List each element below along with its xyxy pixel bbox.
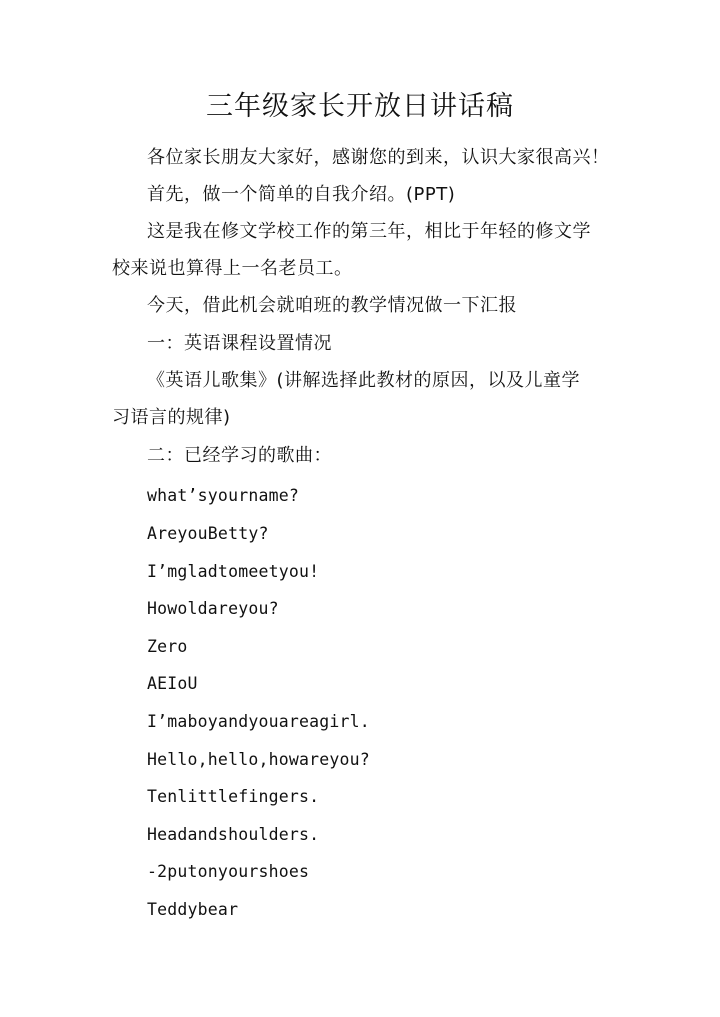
paragraph-textbook: 《英语儿歌集》(讲解选择此教材的原因，以及儿童学 [147, 370, 581, 391]
song-item: -2putonyourshoes [147, 862, 310, 881]
section-heading-curriculum: 一：英语课程设置情况 [147, 333, 332, 354]
song-item: AreyouBetty? [147, 524, 269, 543]
song-item: I’mgladtomeetyou! [147, 562, 320, 581]
song-item: AEIoU [147, 674, 198, 693]
document-title: 三年级家长开放日讲话稿 [206, 91, 514, 122]
paragraph-textbook-continued: 习语言的规律) [112, 407, 231, 428]
section-heading-songs: 二：已经学习的歌曲： [147, 445, 332, 466]
paragraph-third-year-continued: 校来说也算得上一名老员工。 [112, 258, 353, 279]
song-item: I’maboyandyouareagirl. [147, 712, 370, 731]
song-item: what’syourname? [147, 486, 300, 505]
song-item: Teddybear [147, 900, 239, 919]
paragraph-greeting: 各位家长朋友大家好，感谢您的到来，认识大家很高兴！ [147, 147, 610, 168]
paragraph-third-year: 这是我在修文学校工作的第三年，相比于年轻的修文学 [147, 221, 591, 242]
song-item: Tenlittlefingers. [147, 787, 320, 806]
paragraph-report-intro: 今天，借此机会就咱班的教学情况做一下汇报 [147, 295, 517, 316]
song-item: Headandshoulders. [147, 825, 320, 844]
song-item: Hello,hello,howareyou? [147, 750, 370, 769]
paragraph-self-intro: 首先，做一个简单的自我介绍。(PPT) [147, 184, 456, 205]
song-item: Howoldareyou? [147, 599, 279, 618]
song-item: Zero [147, 637, 188, 656]
